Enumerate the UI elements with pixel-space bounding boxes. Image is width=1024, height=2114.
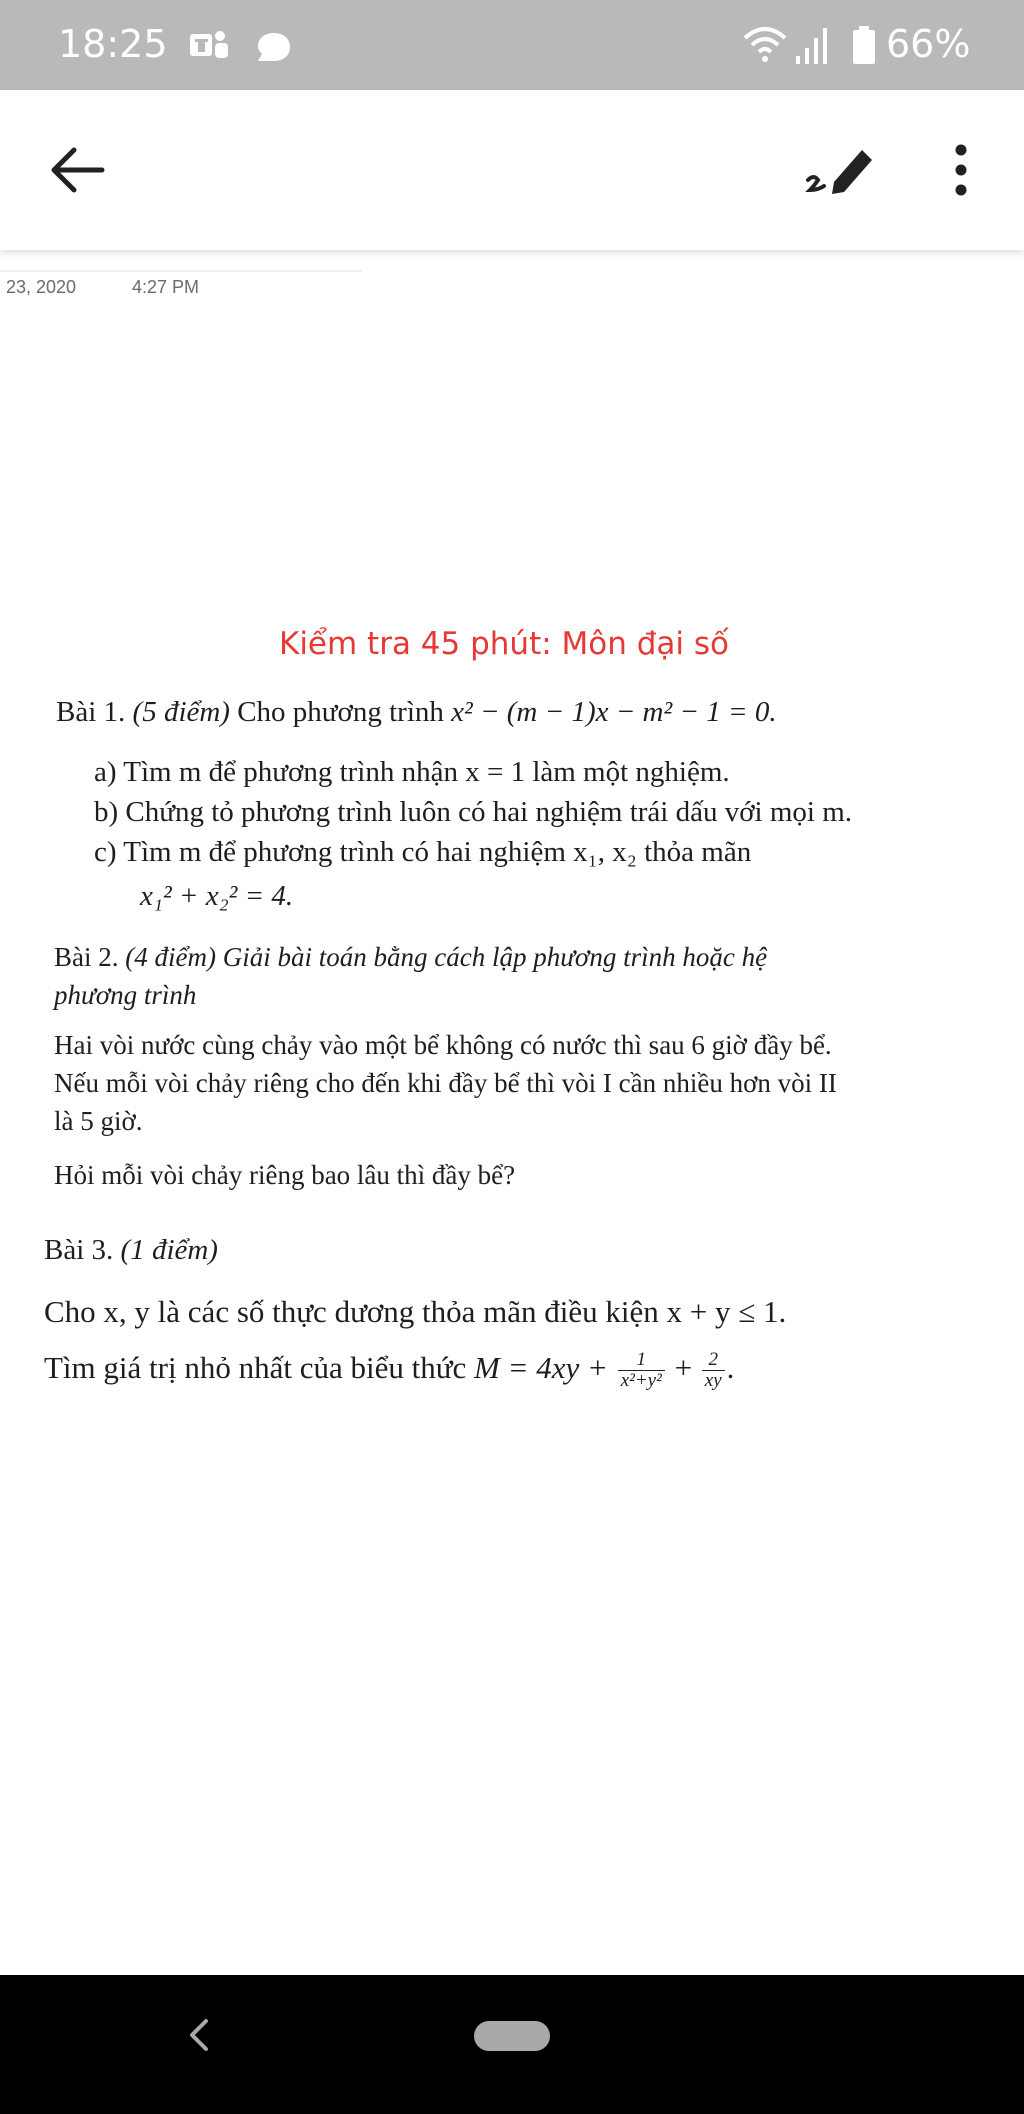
app-bar	[0, 90, 1024, 250]
bai2-label: Bài 2.	[54, 942, 119, 972]
doc-date: 23, 2020	[6, 277, 77, 297]
divider	[0, 270, 362, 272]
fraction-2	[702, 1350, 725, 1391]
home-pill-button[interactable]	[474, 2021, 550, 2051]
fraction-1	[618, 1350, 665, 1391]
bai3-line2-text: Tìm giá trị nhỏ nhất của biểu thức	[44, 1350, 467, 1385]
pen-edit-icon[interactable]	[804, 142, 876, 198]
fraction-1-denominator: x²+y²	[620, 1370, 662, 1392]
bai1-a: a) Tìm m để phương trình nhận x = 1 làm một nghiệm.	[94, 756, 730, 788]
nav-bar	[0, 1975, 1024, 2114]
status-bar	[0, 0, 1024, 90]
doc-time: 4:27 PM	[132, 277, 200, 297]
bai1-label: Bài 1.	[56, 696, 126, 728]
bai2-body-1: Hai vòi nước cùng chảy vào một bể không có nước thì sau 6 giờ đầy bể.	[54, 1030, 832, 1060]
period: .	[726, 1350, 735, 1385]
status-time: 18:25	[58, 22, 168, 66]
bai3-line1: Cho x, y là các số thực dương thỏa mãn điều kiện x + y ≤ 1.	[44, 1294, 787, 1329]
bai1-equation: x² − (m − 1)x − m² − 1 = 0.	[451, 696, 777, 728]
fraction-2-denominator: xy	[704, 1370, 722, 1392]
bai2-question: Hỏi mỗi vòi chảy riêng bao lâu thì đầy bể?	[54, 1160, 516, 1190]
bai3-expression: M = 4xy +	[474, 1350, 608, 1385]
bai1-line	[56, 696, 777, 729]
chat-bubble-icon	[254, 30, 292, 64]
wifi-icon	[742, 24, 788, 64]
bai2-heading	[54, 942, 767, 973]
fraction-1-numerator: 1	[618, 1350, 665, 1371]
more-vert-icon[interactable]	[946, 142, 976, 198]
battery-icon	[852, 26, 876, 64]
bai2-heading-line2: phương trình	[54, 980, 197, 1010]
bai3-label: Bài 3.	[44, 1234, 114, 1266]
bai1-b: b) Chứng tỏ phương trình luôn có hai nghiệm trái dấu với mọi m.	[94, 796, 853, 828]
bai1-intro: Cho phương trình	[237, 696, 444, 728]
bai1-c-line2: x₁² + x₂² = 4.	[140, 880, 294, 912]
bai2-body-3: là 5 giờ.	[54, 1106, 143, 1136]
document-page	[0, 250, 1024, 1975]
fraction-2-numerator: 2	[702, 1350, 725, 1371]
test-heading: Kiểm tra 45 phút: Môn đại số	[278, 626, 729, 662]
battery-percent: 66%	[886, 22, 971, 66]
bai3-points: (1 điểm)	[120, 1234, 218, 1266]
back-arrow-icon[interactable]	[48, 145, 106, 195]
nav-back-icon[interactable]	[184, 2015, 214, 2055]
bai1-points: (5 điểm)	[132, 696, 230, 728]
bai3-line2	[44, 1350, 734, 1391]
bai1-c-line1: c) Tìm m để phương trình có hai nghiệm x₁, x₂ thỏa mãn	[94, 836, 752, 868]
plus-sign: +	[674, 1350, 693, 1385]
teams-icon	[188, 28, 232, 64]
bai2-heading-rest: (4 điểm) Giải bài toán bằng cách lập phương trình hoặc hệ	[125, 942, 768, 972]
bai3-heading	[44, 1234, 218, 1267]
bai2-body-2: Nếu mỗi vòi chảy riêng cho đến khi đầy bể thì vòi I cần nhiều hơn vòi II	[54, 1068, 837, 1098]
signal-icon	[794, 26, 832, 66]
